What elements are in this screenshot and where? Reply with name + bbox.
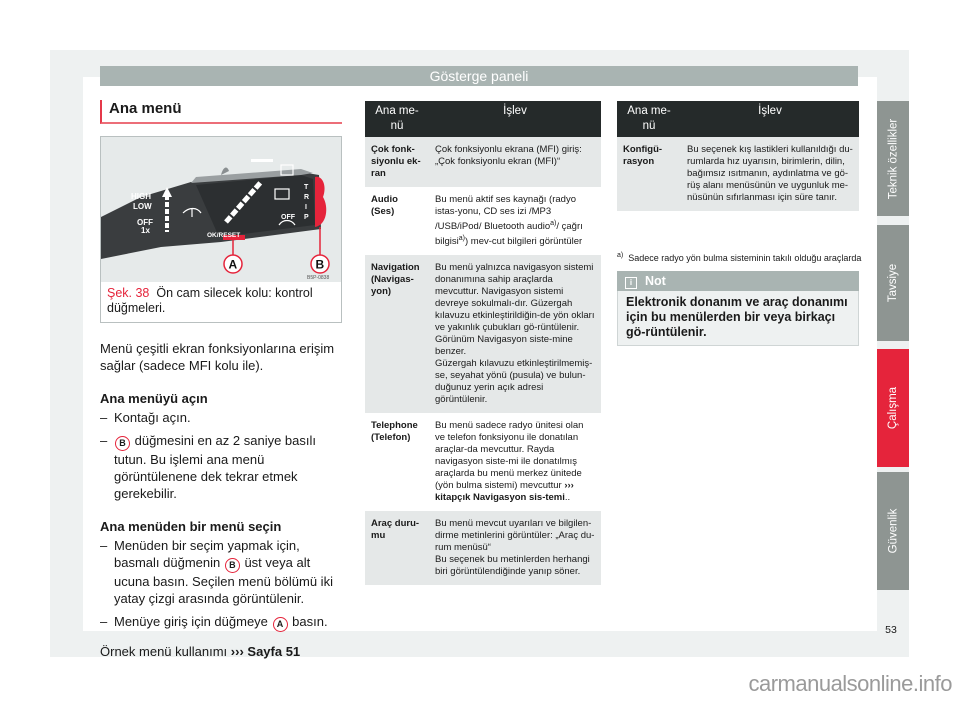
note-box (617, 271, 859, 346)
svg-text:LOW: LOW (133, 202, 152, 211)
svg-text:OFF: OFF (281, 214, 295, 221)
menu-table-2 (617, 101, 859, 211)
svg-text:P: P (304, 214, 309, 221)
menu-table-1 (365, 101, 601, 585)
column-header-function: İşlev (681, 101, 859, 137)
note-body: Elektronik donanım ve araç donanımı için bu menülerden bir veya birkaçı gö-rüntülenir. (617, 291, 859, 346)
svg-text:B: B (315, 257, 325, 272)
figure (100, 136, 342, 323)
tab-calisma[interactable]: Çalışma (877, 349, 909, 467)
column-header-menu: Ana me-nü (617, 101, 681, 137)
wiper-lever-icon (101, 137, 341, 282)
table-row: Telephone (Telefon) Bu menü sadece radyo ünitesi olan ve telefon fonksiyonu ile donatılan araçlar-da mevcuttur. Rayda navigasyon siste-mi ile donatılmış araçlarda bu menü merkez ünitede (yön bulma sistemi) mevcuttur ››› kitapçık Navigasyon sis-temi.. (365, 413, 601, 511)
booklet-link[interactable]: ››› kitapçık Navigasyon sis-temi (435, 480, 574, 503)
button-a-badge: A (273, 617, 288, 632)
step-item: – Kontağı açın. (100, 409, 342, 426)
table-row: Araç duru-mu Bu menü mevcut uyarıları ve bilgilen-dirme metinlerini görüntüler: „Araç du-rum menüsü“ Bu seçenek bu metinlerden herhangi biri görüntülendiğinde yanıp söner. (365, 511, 601, 585)
figure-caption (101, 282, 341, 322)
section-title: Ana menü (100, 100, 342, 124)
table-row: Navigation (Navigas-yon) Bu menü yalnızca navigasyon sistemi donanımına sahip araçlarda mevcuttur. Navigasyon sistemi devreye sokulmalı-dır. Güzergah kılavuzu etkinleştirildiğin-de yön okları ve yakınlık çubukları gö-rüntülenir. Görünüm Navigasyon siste-mine benzer. Güzergah kılavuzu etkinleştirilmemiş-se, seyahat yönü (pusula) ve bulun-duğunuz yerin açık adresi görüntülenir. (365, 255, 601, 413)
svg-text:B5P-0838: B5P-0838 (307, 275, 330, 281)
tab-guvenlik[interactable]: Güvenlik (877, 472, 909, 590)
svg-text:HIGH: HIGH (131, 192, 151, 201)
example-reference: Örnek menü kullanımı ››› Sayfa 51 (100, 644, 301, 659)
left-column (100, 100, 342, 660)
intro-text: Menü çeşitli ekran fonksiyonlarına erişim sağlar (sadece MFI kolu ile). (100, 341, 335, 373)
table-row: Konfigü-rasyon Bu seçenek kış lastikleri kullanıldığı du-rumlarda hız uyarısın, birimlerin, dilin, bağımsız ısıtmanın, aydınlatma ve gö-rüş alanı menüsünün ve uygunluk me-nüsünün sıfırlanması için süre tanır. (617, 137, 859, 211)
watermark: carmanualsonline.info (748, 671, 952, 696)
note-header: i Not (617, 271, 859, 291)
select-menu-heading: Ana menüden bir menü seçin (100, 519, 282, 534)
column-header-function: İşlev (429, 101, 601, 137)
table-row: Çok fonk-siyonlu ek-ran Çok fonksiyonlu ekrana (MFI) giriş: „Çok fonksiyonlu ekran (MFI)“ (365, 137, 601, 187)
column-header-menu: Ana me-nü (365, 101, 429, 137)
open-menu-heading: Ana menüyü açın (100, 391, 208, 406)
figure-label: Şek. 38 (107, 286, 150, 300)
wiper-lever-illustration (101, 137, 341, 282)
tab-tavsiye[interactable]: Tavsiye (877, 225, 909, 341)
svg-text:A: A (228, 257, 238, 272)
svg-text:T: T (304, 184, 309, 191)
svg-text:OK/RESET: OK/RESET (207, 232, 241, 239)
svg-text:I: I (305, 204, 307, 211)
chapter-header: Gösterge paneli (100, 66, 858, 86)
page-number: 53 (885, 624, 897, 636)
tab-teknik-ozellikler[interactable]: Teknik özellikler (877, 101, 909, 216)
svg-text:1x: 1x (141, 226, 150, 235)
page-link[interactable]: ››› Sayfa 51 (230, 644, 301, 659)
button-b-badge: B (115, 436, 130, 451)
button-b-badge: B (225, 558, 240, 573)
svg-text:OFF: OFF (137, 218, 153, 227)
step-item: – Menüye giriş için düğmeye A basın. (100, 613, 342, 632)
footnote: $^{a)}$ Sadece radyo yön bulma sisteminin takılı olduğu araçlarda (617, 252, 862, 263)
info-icon: i (625, 277, 637, 289)
step-item: – Menüden bir seçim yapmak için, basmalı düğmenin B üst veya alt ucuna basın. Seçilen menü bölümü iki yatay çizgi arasında görüntülenir. (100, 537, 342, 607)
table-row: Audio (Ses) Bu menü aktif ses kaynağı (radyo istas-yonu, CD ses izi /MP3 /USB/iPod/ Bluetooth audio$^{a)}$/ çağrı bilgisi$^{a)}$) mev-cut bilgileri görüntüler (365, 187, 601, 255)
figure-caption-text: Ön cam silecek kolu: kontrol düğmeleri. (107, 286, 313, 315)
step-item: – B düğmesini en az 2 saniye basılı tutun. Bu işlemi ana menü görüntülenene dek tekrar etmek gerekebilir. (100, 432, 342, 502)
svg-text:R: R (304, 194, 310, 201)
